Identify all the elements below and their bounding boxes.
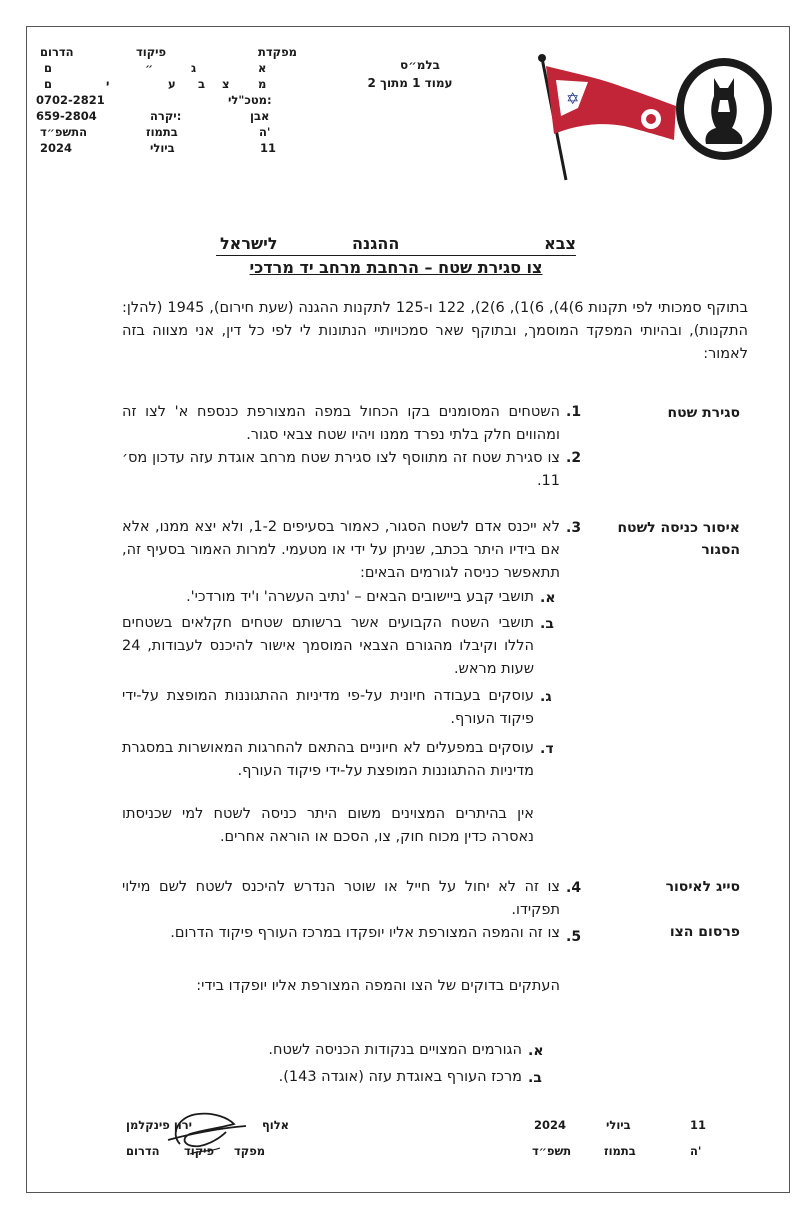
footer-hebrew-day: ה' — [690, 1144, 702, 1158]
title-word-tzava: צבא — [544, 234, 576, 253]
page-number: עמוד 1 מתוך 2 — [367, 76, 453, 90]
side-heading-exception: סייג לאיסור — [665, 879, 740, 895]
subitem-a-text: תושבי קבע ביישובים הבאים – 'נתיב העשרה' ו'יד מורדכי'. — [186, 589, 534, 605]
section-5-copies-intro: העתקים בדוקים של הצו והמפה המצורפת אליו יופקדו בידי: — [196, 978, 560, 994]
hebrew-year: התשפ״ד — [40, 125, 87, 139]
side-heading-publication: פרסום הצו — [669, 924, 740, 940]
subitem-letter: .ג — [540, 689, 552, 705]
hebrew-day: ה' — [259, 125, 271, 139]
copy-letter: .ב — [528, 1070, 542, 1086]
handwritten-signature — [150, 1104, 250, 1164]
header-letter: ״ — [145, 61, 154, 75]
greg-month: ביולי — [150, 141, 175, 155]
section-4-text: צו זה לא יחול על חייל או שוטר הנדרש להיכנס לשטח לשם מילוי תפקידו. — [122, 879, 560, 918]
header-letter: צ — [222, 77, 230, 91]
copy-b-text: מרכז העורף באוגדת עזה (אוגדה 143). — [278, 1069, 522, 1085]
signer-south: הדרום — [126, 1144, 160, 1158]
section-number: .1 — [566, 404, 582, 420]
permits-note: אין בהיתרים המצוינים משום היתר כניסה לשטח למי שכניסתו נאסרה כדין מכוח חוק, צו, הסכם או הוראה אחרים. — [122, 806, 534, 845]
section-number: .2 — [566, 450, 582, 466]
header-letter: א — [258, 61, 267, 75]
subitem-letter: .ד — [540, 741, 554, 757]
even-label: אבן — [250, 109, 270, 123]
svg-text:✡: ✡ — [566, 89, 580, 108]
section-number: .3 — [566, 520, 582, 536]
header-letter: ע — [168, 77, 176, 91]
subitem-letter: .ב — [540, 616, 554, 632]
mtkl-label: מטכ"לי: — [228, 93, 272, 107]
section-2-text: צו סגירת שטח זה מתווסף לצו סגירת שטח מרחב אוגדת עזה עדכון מס׳ 11. — [122, 450, 560, 489]
classification-label: בלמ״ס — [400, 58, 440, 72]
header-pikud-word: פיקוד — [136, 45, 167, 59]
signer-name: ירון פינקלמן — [126, 1118, 193, 1132]
intro-paragraph: בתוקף סמכותי לפי תקנות 6)4), 6)1), 6)2), 122 ו-125 לתקנות ההגנה (שעת חירום), 1945 (להלן: התקנות), ובהיותי המפקד המוסמך, ובתוקף שאר סמכויותיי הנתונות לי לפי כל דין, אני מצווה בזה לאמור: — [122, 300, 748, 362]
section-number: .5 — [566, 929, 582, 945]
even-number: 659-2804 — [36, 109, 97, 123]
page-border — [26, 26, 790, 1193]
title-word-haganah: ההגנה — [352, 234, 400, 253]
side-heading-closure: סגירת שטח — [667, 405, 740, 421]
copy-a-text: הגורמים המצויים בנקודות הכניסה לשטח. — [268, 1042, 522, 1058]
footer-hebrew-year: תשפ״ד — [532, 1144, 572, 1158]
section-number: .4 — [566, 880, 582, 896]
side-heading-entry-ban: איסור כניסה לשטח הסגור — [617, 520, 740, 558]
copy-letter: .א — [528, 1043, 544, 1059]
footer-month: ביולי — [606, 1118, 631, 1132]
section-3-text: לא ייכנס אדם לשטח הסגור, כאמור בסעיפים 1-2, ולא יצא ממנו, אלא אם בידיו היתר בכתב, שניתן על ידי או מטעמי. למרות האמור בסעיף זה, תתאפשר כניסה לגורמים הבאים: — [122, 519, 560, 581]
header-letter: ם — [44, 77, 53, 91]
subitem-letter: .א — [540, 590, 556, 606]
seal-emblem — [674, 56, 774, 162]
signer-role: מפקד — [234, 1144, 266, 1158]
footer-hebrew-month: בתמוז — [604, 1144, 636, 1158]
footer-year: 2024 — [534, 1118, 567, 1132]
header-col-command — [258, 44, 297, 92]
signer-rank: אלוף — [262, 1118, 290, 1132]
footer-day: 11 — [690, 1118, 707, 1132]
header-letter: ב — [198, 77, 206, 91]
section-1-text: השטחים המסומנים בקו הכחול במפה המצורפת כנספח א' לצו זה ומהווים חלק בלתי נפרד ממנו ויהיו שטח צבאי סגור. — [122, 404, 560, 443]
subitem-b-text: תושבי השטח הקבועים אשר ברשותם שטחים חקלאים בשטחים הללו וקיבלו מהגורם הצבאי המוסמך אישור להיכנס לעבודות, 24 שעות מראש. — [122, 615, 534, 677]
header-letter: ם — [44, 61, 53, 75]
document-title-line1 — [216, 234, 576, 256]
header-south-word: הדרום — [40, 45, 74, 59]
greg-year: 2024 — [40, 141, 73, 155]
signer-pikud: פיקוד — [184, 1144, 215, 1158]
title-word-leyisrael: לישראל — [220, 234, 278, 253]
subitem-c-text: עוסקים בעבודה חיונית על-פי מדיניות ההתגוננות המופצת על-ידי פיקוד העורף. — [122, 688, 534, 727]
header-letter: ג — [191, 61, 197, 75]
header-letter: מ — [258, 77, 267, 91]
flag-emblem — [528, 52, 678, 182]
title-underline — [216, 255, 576, 256]
greg-day: 11 — [260, 141, 277, 155]
hebrew-month: בתמוז — [146, 125, 178, 139]
document-title-line2: צו סגירת שטח – הרחבת מרחב יד מרדכי — [249, 258, 543, 277]
subitem-d-text: עוסקים במפעלים לא חיוניים בהתאם להחרגות המאושרות במסגרת מדיניות ההתגוננות המופצת על-ידי פיקוד העורף. — [122, 740, 534, 779]
header-col-south — [40, 44, 74, 92]
section-5-text: צו זה והמפה המצורפת אליו יופקדו במרכז העורף פיקוד הדרום. — [170, 925, 560, 941]
header-letter: י — [106, 77, 110, 91]
header-command-word: מפקדת — [258, 45, 297, 59]
mtkl-number: 0702-2821 — [36, 93, 105, 107]
yekara-label: יקרה: — [150, 109, 182, 123]
